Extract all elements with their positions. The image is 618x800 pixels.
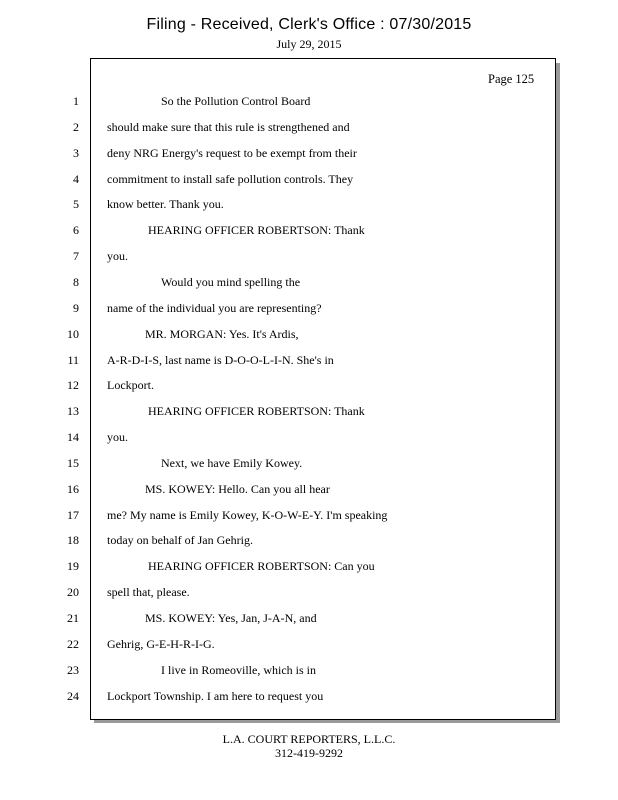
- line-number: 1: [73, 94, 79, 108]
- transcript-line: me? My name is Emily Kowey, K-O-W-E-Y. I'm speaking: [107, 508, 388, 522]
- transcript-line: Gehrig, G-E-H-R-I-G.: [107, 637, 215, 651]
- transcript-line: know better. Thank you.: [107, 197, 224, 211]
- line-number: 23: [67, 663, 79, 677]
- transcript-line: today on behalf of Jan Gehrig.: [107, 533, 253, 547]
- line-number: 7: [73, 249, 79, 263]
- line-number: 19: [67, 559, 79, 573]
- line-number: 4: [73, 172, 79, 186]
- footer: [0, 732, 618, 760]
- line-number: 16: [67, 482, 79, 496]
- line-number: 6: [73, 223, 79, 237]
- line-number: 20: [67, 585, 79, 599]
- transcript-line: HEARING OFFICER ROBERTSON: Thank: [148, 404, 365, 418]
- transcript-line: you.: [107, 249, 128, 263]
- line-number: 8: [73, 275, 79, 289]
- line-number: 18: [67, 533, 79, 547]
- transcript-line: MS. KOWEY: Hello. Can you all hear: [145, 482, 330, 496]
- filing-stamp: Filing - Received, Clerk's Office : 07/30/2015: [146, 16, 472, 33]
- transcript-line: So the Pollution Control Board: [161, 94, 311, 108]
- transcript-line: MR. MORGAN: Yes. It's Ardis,: [145, 327, 299, 341]
- transcript-line: you.: [107, 430, 128, 444]
- transcript-line: deny NRG Energy's request to be exempt from their: [107, 146, 357, 160]
- reporter-company: L.A. COURT REPORTERS, L.L.C.: [222, 732, 396, 746]
- transcript-line: spell that, please.: [107, 585, 190, 599]
- transcript-line: HEARING OFFICER ROBERTSON: Thank: [148, 223, 365, 237]
- line-number: 14: [67, 430, 79, 444]
- line-number: 22: [67, 637, 79, 651]
- line-number: 13: [67, 404, 79, 418]
- transcript-line: MS. KOWEY: Yes, Jan, J-A-N, and: [145, 611, 317, 625]
- line-number: 9: [73, 301, 79, 315]
- transcript-date: July 29, 2015: [276, 37, 342, 51]
- transcript-line: should make sure that this rule is strengthened and: [107, 120, 350, 134]
- line-number: 5: [73, 197, 79, 211]
- reporter-phone: 312-419-9292: [275, 746, 343, 760]
- line-number: 2: [73, 120, 79, 134]
- transcript-line: commitment to install safe pollution controls. They: [107, 172, 354, 186]
- transcript-line: Lockport.: [107, 378, 154, 392]
- line-number: 3: [73, 146, 79, 160]
- transcript-line: Would you mind spelling the: [161, 275, 301, 289]
- page-number: Page 125: [488, 72, 535, 86]
- line-number: 15: [67, 456, 79, 470]
- transcript-line: HEARING OFFICER ROBERTSON: Can you: [148, 559, 375, 573]
- transcript-line: I live in Romeoville, which is in: [161, 663, 316, 677]
- transcript-line: name of the individual you are representing?: [107, 301, 322, 315]
- line-number: 10: [67, 327, 79, 341]
- transcript-line: A-R-D-I-S, last name is D-O-O-L-I-N. She's in: [107, 353, 334, 367]
- transcript-line: Next, we have Emily Kowey.: [161, 456, 303, 470]
- line-number: 12: [67, 378, 79, 392]
- line-number: 11: [67, 353, 79, 367]
- line-number: 17: [67, 508, 79, 522]
- line-number: 24: [67, 689, 79, 703]
- line-number: 21: [67, 611, 79, 625]
- transcript-line: Lockport Township. I am here to request you: [107, 689, 324, 703]
